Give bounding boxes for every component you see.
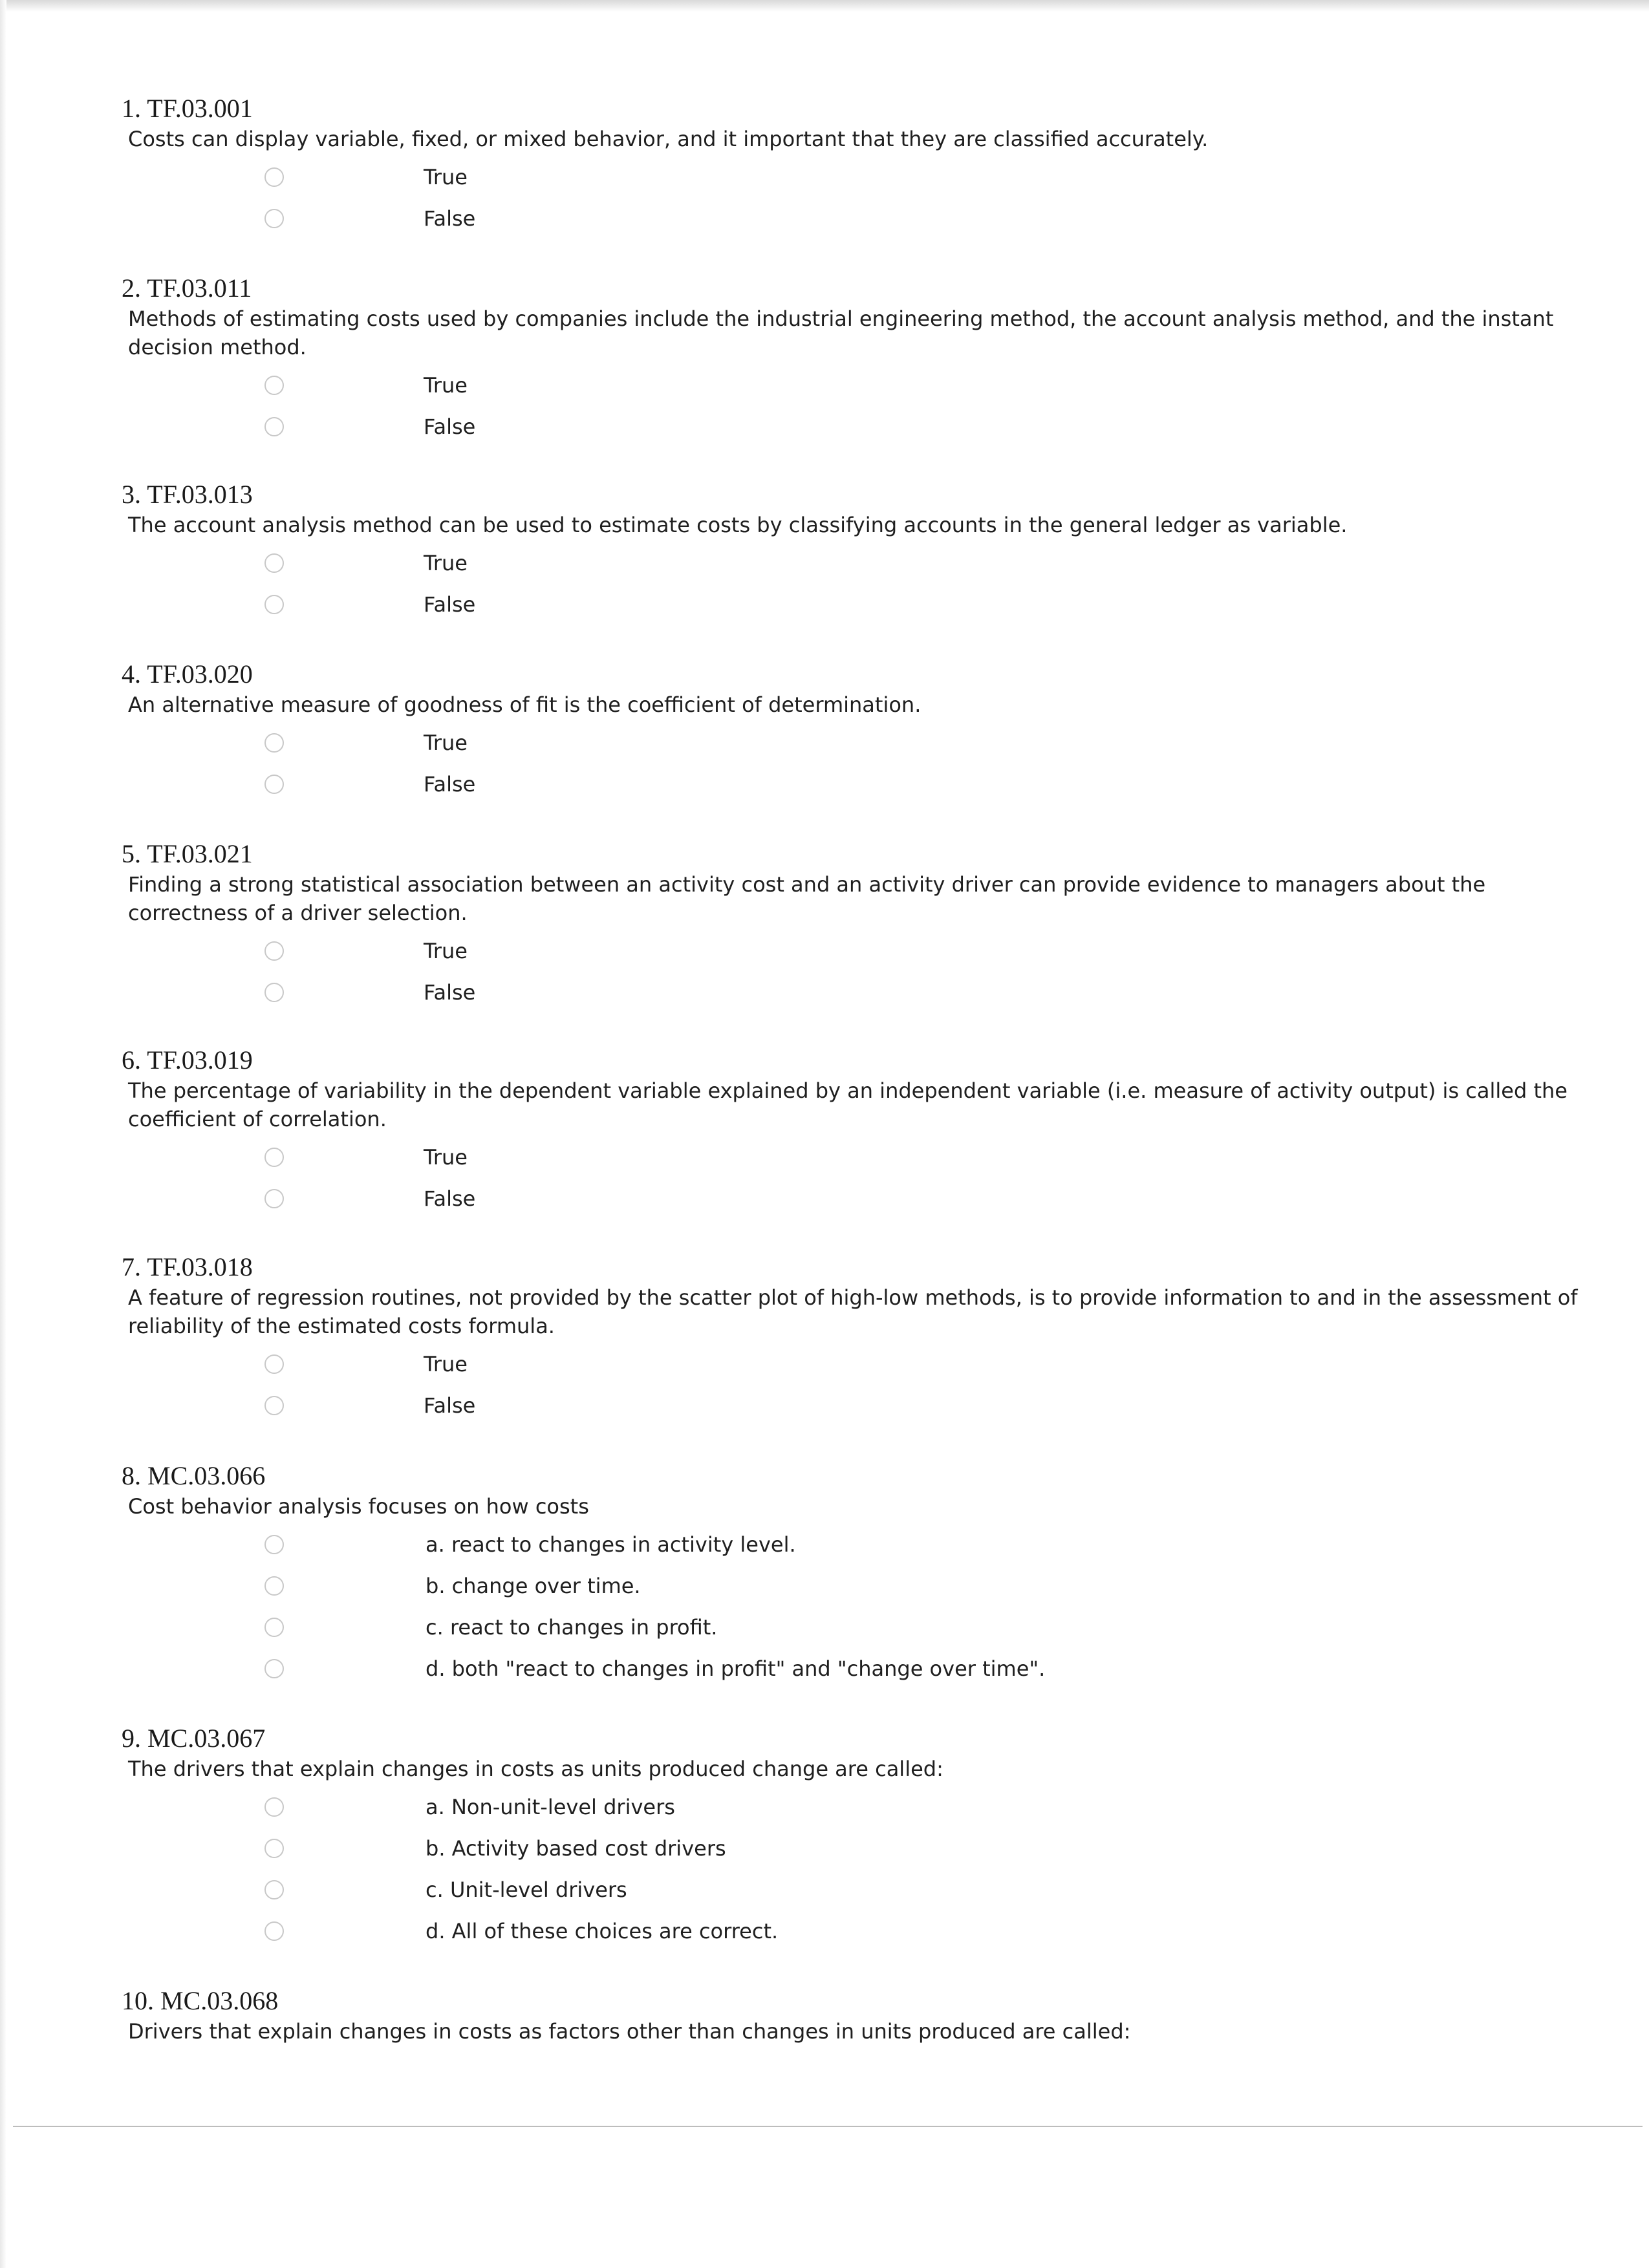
radio-button[interactable] [264, 1576, 284, 1596]
radio-button[interactable] [264, 1354, 284, 1374]
answer-option-true[interactable] [122, 547, 1596, 588]
radio-button[interactable] [264, 733, 284, 753]
answer-option-false[interactable] [122, 411, 1596, 452]
question-9 [122, 1724, 1596, 1956]
radio-button[interactable] [264, 1396, 284, 1415]
radio-button[interactable] [264, 1148, 284, 1167]
question-6 [122, 1045, 1596, 1224]
answer-option-b[interactable] [122, 1832, 1596, 1874]
answer-option-d[interactable] [122, 1915, 1596, 1956]
option-label: d. All of these choices are correct. [426, 1919, 779, 1943]
option-label: True [424, 1352, 468, 1376]
option-label: False [424, 206, 476, 231]
answer-option-false[interactable] [122, 202, 1596, 244]
radio-button[interactable] [264, 1880, 284, 1899]
question-2 [122, 273, 1596, 452]
radio-button[interactable] [264, 1535, 284, 1554]
question-text: Cost behavior analysis focuses on how costs [128, 1494, 589, 1519]
answer-options [122, 1528, 1596, 1694]
question-text: The percentage of variability in the dependent variable explained by an independent variable (i.e. measure of activity output) is called the coefficient of correlation. [128, 1078, 1568, 1131]
radio-button[interactable] [264, 941, 284, 961]
radio-button[interactable] [264, 1618, 284, 1637]
answer-options [122, 369, 1596, 452]
page-divider [13, 2126, 1643, 2127]
option-label: b. change over time. [426, 1574, 641, 1598]
question-4 [122, 659, 1596, 809]
option-label: c. Unit-level drivers [426, 1878, 627, 1902]
answer-option-true[interactable] [122, 369, 1596, 411]
answer-option-c[interactable] [122, 1611, 1596, 1653]
question-text: Drivers that explain changes in costs as factors other than changes in units produced are called: [128, 2019, 1131, 2044]
answer-option-false[interactable] [122, 976, 1596, 1018]
answer-option-a[interactable] [122, 1791, 1596, 1832]
option-label: True [424, 731, 468, 755]
answer-option-true[interactable] [122, 727, 1596, 768]
question-text: A feature of regression routines, not provided by the scatter plot of high-low methods, is to provide information to and in the assessment of reliability of the estimated costs formula. [128, 1285, 1578, 1338]
answer-option-c[interactable] [122, 1874, 1596, 1915]
question-text: Methods of estimating costs used by companies include the industrial engineering method, the account analysis method, and the instant decision method. [128, 306, 1554, 359]
option-label: a. react to changes in activity level. [426, 1532, 796, 1557]
answer-options [122, 1348, 1596, 1431]
option-label: b. Activity based cost drivers [426, 1836, 726, 1861]
option-label: False [424, 414, 476, 439]
question-title: 5. TF.03.021 [122, 839, 253, 868]
question-title: 7. TF.03.018 [122, 1252, 253, 1281]
answer-option-false[interactable] [122, 1182, 1596, 1224]
option-label: c. react to changes in profit. [426, 1615, 718, 1640]
question-title: 1. TF.03.001 [122, 94, 253, 123]
answer-option-false[interactable] [122, 1389, 1596, 1431]
question-title: 4. TF.03.020 [122, 659, 253, 689]
question-title: 8. MC.03.066 [122, 1461, 266, 1490]
option-label: d. both "react to changes in profit" and "change over time". [426, 1656, 1046, 1681]
question-title: 3. TF.03.013 [122, 480, 253, 509]
answer-option-d[interactable] [122, 1653, 1596, 1694]
question-text: Costs can display variable, fixed, or mixed behavior, and it important that they are classified accurately. [128, 127, 1209, 151]
radio-button[interactable] [264, 983, 284, 1002]
radio-button[interactable] [264, 376, 284, 395]
question-text: An alternative measure of goodness of fit is the coefficient of determination. [128, 692, 921, 717]
question-title: 2. TF.03.011 [122, 273, 252, 303]
question-title: 10. MC.03.068 [122, 1986, 279, 2015]
answer-option-true[interactable] [122, 1348, 1596, 1389]
answer-option-b[interactable] [122, 1570, 1596, 1611]
option-label: True [424, 551, 468, 575]
answer-options [122, 935, 1596, 1018]
question-title: 9. MC.03.067 [122, 1724, 266, 1753]
radio-button[interactable] [264, 775, 284, 794]
scan-left-shadow [0, 0, 6, 2268]
radio-button[interactable] [264, 1189, 284, 1208]
radio-button[interactable] [264, 417, 284, 436]
answer-options [122, 1141, 1596, 1224]
radio-button[interactable] [264, 595, 284, 614]
option-label: False [424, 1393, 476, 1418]
answer-option-false[interactable] [122, 768, 1596, 809]
question-8 [122, 1461, 1596, 1694]
option-label: False [424, 980, 476, 1005]
option-label: True [424, 165, 468, 189]
answer-options [122, 727, 1596, 809]
question-1 [122, 94, 1596, 244]
radio-button[interactable] [264, 1797, 284, 1817]
option-label: True [424, 373, 468, 398]
question-10 [122, 1986, 1596, 2046]
question-text: Finding a strong statistical association between an activity cost and an activity driver can provide evidence to managers about the correctness of a driver selection. [128, 872, 1486, 925]
answer-options [122, 161, 1596, 244]
answer-options [122, 1791, 1596, 1956]
radio-button[interactable] [264, 1839, 284, 1858]
option-label: False [424, 1186, 476, 1211]
option-label: a. Non-unit-level drivers [426, 1795, 675, 1819]
radio-button[interactable] [264, 209, 284, 228]
question-3 [122, 480, 1596, 630]
answer-option-a[interactable] [122, 1528, 1596, 1570]
answer-option-true[interactable] [122, 161, 1596, 202]
question-5 [122, 839, 1596, 1018]
question-title: 6. TF.03.019 [122, 1045, 253, 1075]
radio-button[interactable] [264, 1921, 284, 1941]
question-text: The account analysis method can be used to estimate costs by classifying accounts in the general ledger as variable. [128, 513, 1348, 537]
answer-option-true[interactable] [122, 1141, 1596, 1182]
answer-option-false[interactable] [122, 588, 1596, 630]
radio-button[interactable] [264, 167, 284, 187]
question-7 [122, 1252, 1596, 1431]
answer-option-true[interactable] [122, 935, 1596, 976]
answer-options [122, 547, 1596, 630]
radio-button[interactable] [264, 553, 284, 573]
option-label: True [424, 1145, 468, 1170]
radio-button[interactable] [264, 1659, 284, 1678]
question-text: The drivers that explain changes in costs as units produced change are called: [128, 1757, 943, 1781]
option-label: True [424, 939, 468, 963]
option-label: False [424, 772, 476, 797]
option-label: False [424, 592, 476, 617]
scan-top-shadow [0, 0, 1649, 12]
